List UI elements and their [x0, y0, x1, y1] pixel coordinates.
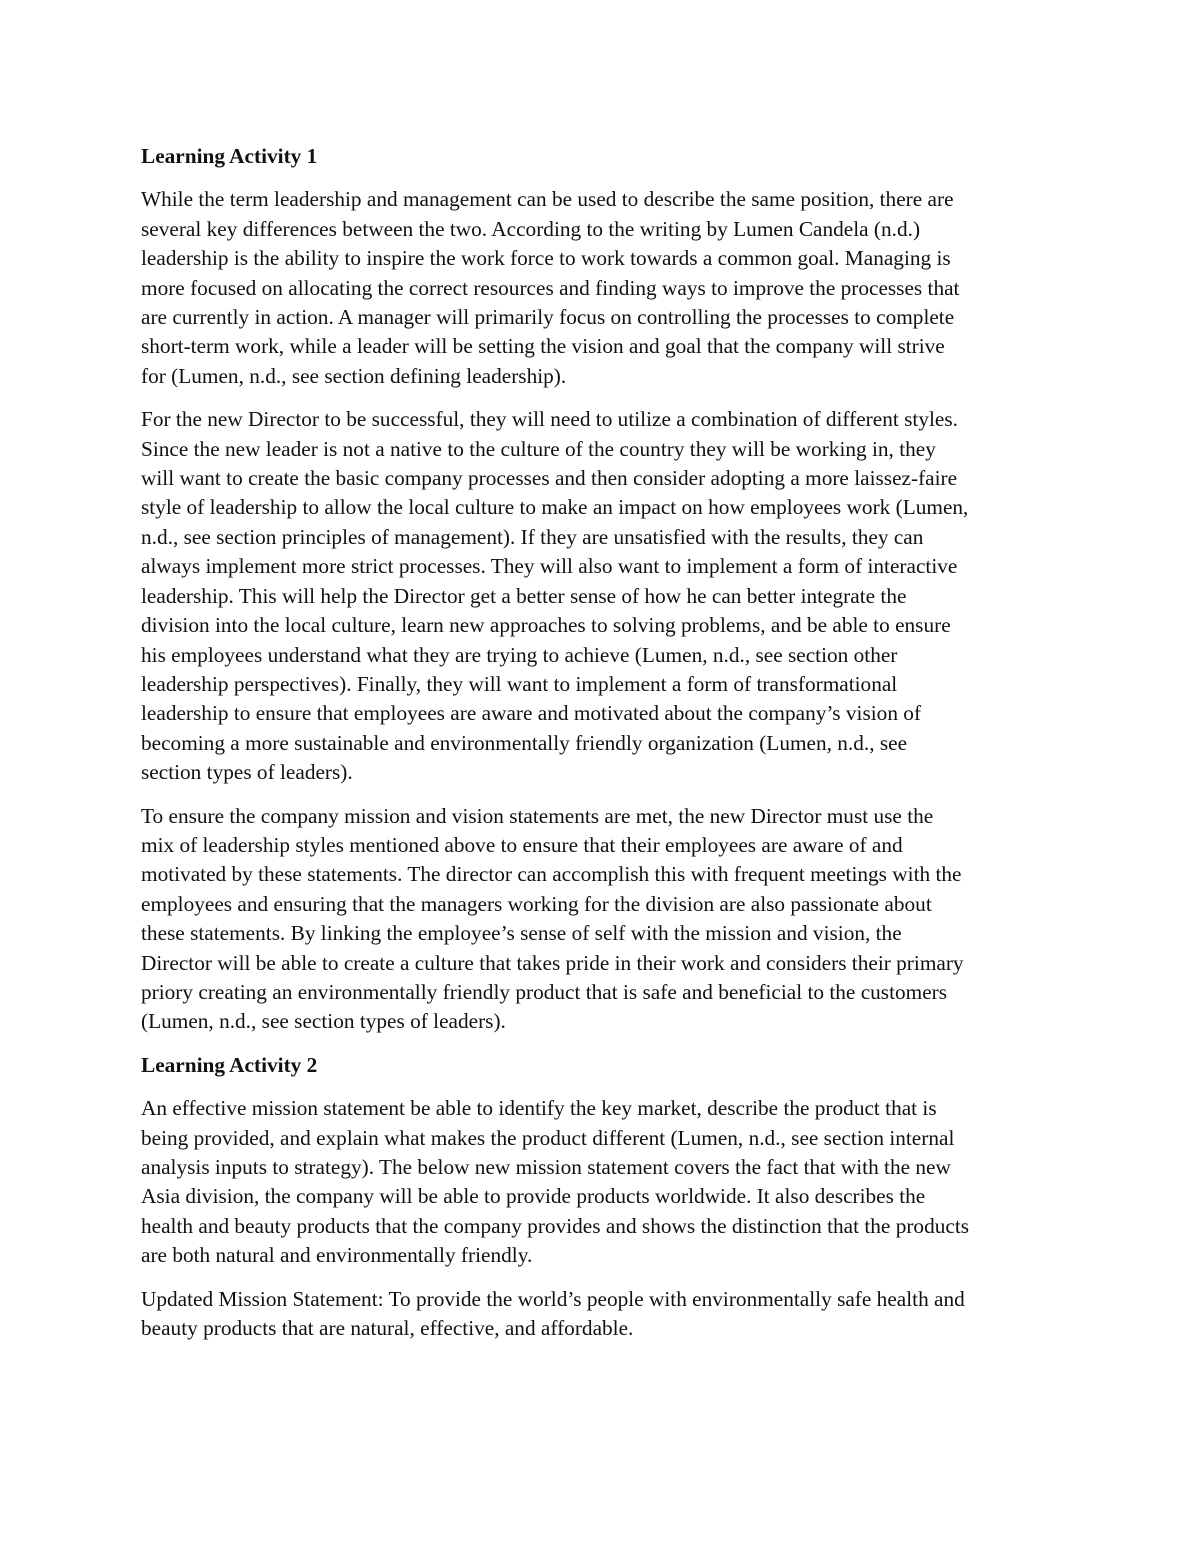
paragraph — [141, 405, 1071, 787]
text-line: analysis inputs to strategy). The below new mission statement covers the fact that with the new — [141, 1155, 951, 1179]
text-line: Updated Mission Statement: To provide the world’s people with environmentally safe health and — [141, 1286, 965, 1311]
paragraph — [141, 185, 1071, 391]
text-line: leadership to ensure that employees are aware and motivated about the company’s vision of — [141, 701, 922, 726]
text-line: While the term leadership and management can be used to describe the same position, there are — [141, 187, 954, 212]
text-line: section types of leaders). — [141, 760, 353, 785]
section-heading: Learning Activity 1 — [141, 144, 318, 168]
paragraph — [141, 802, 1071, 1037]
text-line: beauty products that are natural, effective, and affordable. — [141, 1316, 634, 1341]
text-line: leadership is the ability to inspire the work force to work towards a common goal. Managing is — [141, 246, 951, 271]
text-line: always implement more strict processes. They will also want to implement a form of interactive — [141, 554, 958, 579]
section-learning-activity-2 — [141, 1051, 1071, 1344]
text-line: these statements. By linking the employee’s sense of self with the mission and vision, the — [141, 921, 902, 946]
paragraph — [141, 1094, 1071, 1270]
document-body — [141, 142, 1071, 1357]
section-heading: Learning Activity 2 — [141, 1052, 318, 1077]
section-learning-activity-1 — [141, 142, 1071, 1037]
text-line: leadership. This will help the Director get a better sense of how he can better integrate the — [141, 583, 907, 608]
text-line: mix of leadership styles mentioned above to ensure that their employees are aware of and — [141, 832, 903, 857]
text-line: several key differences between the two. According to the writing by Lumen Candela (n.d.) — [141, 216, 921, 241]
text-line: n.d., see section principles of management). If they are unsatisfied with the results, they can — [141, 524, 924, 549]
text-line: employees and ensuring that the managers working for the division are also passionate about — [141, 891, 932, 916]
text-line: To ensure the company mission and vision statements are met, the new Director must use the — [141, 803, 934, 828]
text-line: will want to create the basic company processes and then consider adopting a more laissez-faire — [141, 466, 958, 491]
text-line: For the new Director to be successful, they will need to utilize a combination of different styles. — [141, 407, 958, 432]
text-line: priory creating an environmentally friendly product that is safe and beneficial to the customers — [141, 979, 948, 1004]
text-line: Asia division, the company will be able to provide products worldwide. It also describes the — [141, 1184, 926, 1209]
text-line: short-term work, while a leader will be setting the vision and goal that the company will strive — [141, 334, 945, 359]
text-line: (Lumen, n.d., see section types of leaders). — [141, 1009, 506, 1034]
text-line: are currently in action. A manager will primarily focus on controlling the processes to complete — [141, 305, 955, 330]
text-line: for (Lumen, n.d., see section defining leadership). — [141, 363, 567, 388]
paragraph-mission-statement — [141, 1285, 1071, 1344]
text-line: are both natural and environmentally friendly. — [141, 1243, 533, 1268]
text-line: style of leadership to allow the local culture to make an impact on how employees work (Lumen, — [141, 495, 969, 520]
text-line: health and beauty products that the company provides and shows the distinction that the products — [141, 1213, 970, 1238]
text-line: becoming a more sustainable and environmentally friendly organization (Lumen, n.d., see — [141, 730, 908, 755]
text-line: Since the new leader is not a native to the culture of the country they will be working in, they — [141, 436, 936, 461]
text-line: his employees understand what they are trying to achieve (Lumen, n.d., see section other — [141, 642, 898, 667]
text-line: division into the local culture, learn new approaches to solving problems, and be able to ensure — [141, 613, 951, 638]
text-line: leadership perspectives). Finally, they will want to implement a form of transformational — [141, 671, 898, 696]
text-line: Director will be able to create a culture that takes pride in their work and considers their primary — [141, 950, 964, 975]
text-line: being provided, and explain what makes the product different (Lumen, n.d., see section internal — [141, 1125, 955, 1150]
text-line: An effective mission statement be able to identify the key market, describe the product that is — [141, 1096, 937, 1121]
text-line: motivated by these statements. The director can accomplish this with frequent meetings with the — [141, 862, 962, 887]
text-line: more focused on allocating the correct resources and finding ways to improve the processes that — [141, 275, 960, 300]
